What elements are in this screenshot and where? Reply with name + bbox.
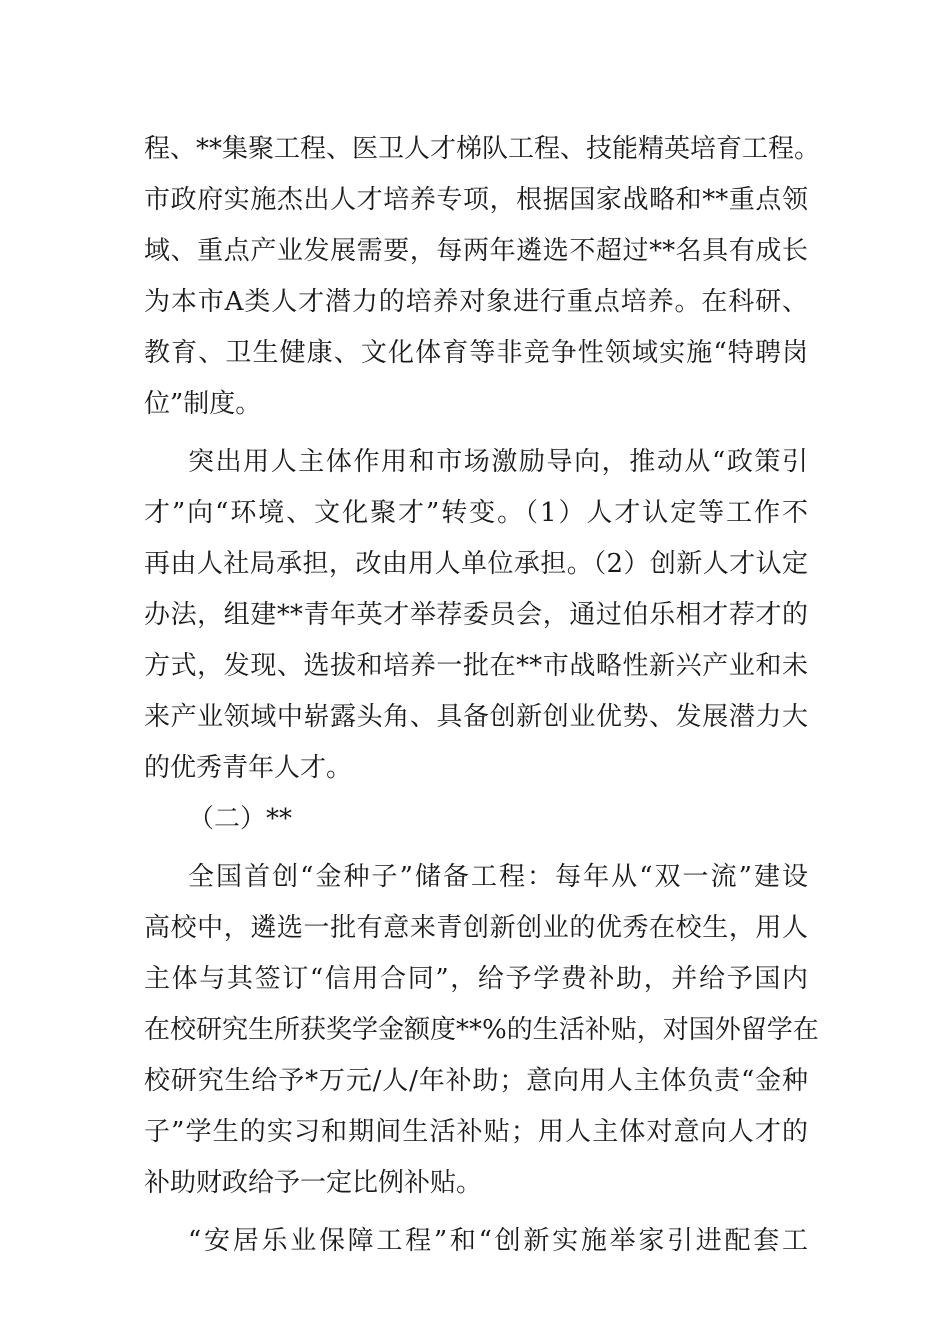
text-line: 市政府实施杰出人才培养专项，根据国家战略和**重点领 bbox=[144, 185, 808, 215]
text-line: 的优秀青年人才。 bbox=[144, 753, 353, 783]
text-line: 在校研究生所获奖学金额度**%的生活补贴，对国外留学在 bbox=[144, 1015, 819, 1045]
text-line: 高校中，遴选一批有意来青创新创业的优秀在校生，用人 bbox=[144, 913, 808, 943]
paragraph-housing-project bbox=[144, 1216, 808, 1267]
text-line: “安居乐业保障工程”和“创新实施举家引进配套工 bbox=[188, 1226, 808, 1256]
text-line: 再由人社局承担，改由用人单位承担。（2）创新人才认定 bbox=[144, 549, 808, 579]
paragraph-spacer bbox=[144, 845, 808, 852]
text-line: 子”学生的实习和期间生活补贴；用人主体对意向人才的 bbox=[144, 1117, 808, 1147]
section-heading: （二）** bbox=[188, 804, 293, 834]
text-line: 教育、卫生健康、文化体育等非竞争性领域实施“特聘岗 bbox=[144, 338, 808, 368]
paragraph-spacer bbox=[144, 1209, 808, 1216]
text-line: 方式，发现、选拔和培养一批在**市战略性新兴产业和未 bbox=[144, 651, 808, 681]
text-line: 校研究生给予*万元/人/年补助；意向用人主体负责“金种 bbox=[144, 1066, 808, 1096]
paragraph-talent-programs bbox=[144, 124, 821, 430]
text-line: 突出用人主体作用和市场激励导向，推动从“政策引 bbox=[188, 447, 808, 477]
paragraph-employer-role bbox=[144, 437, 808, 794]
paragraph-golden-seed bbox=[144, 852, 819, 1209]
text-line: 来产业领域中崭露头角、具备创新创业优势、发展潜力大 bbox=[144, 702, 808, 732]
text-line: 才”向“环境、文化聚才”转变。（1）人才认定等工作不 bbox=[144, 498, 808, 528]
text-line: 为本市A类人才潜力的培养对象进行重点培养。在科研、 bbox=[144, 287, 808, 317]
paragraph-spacer bbox=[144, 430, 808, 437]
text-line: 补助财政给予一定比例补贴。 bbox=[144, 1168, 483, 1198]
text-line: 程、**集聚工程、医卫人才梯队工程、技能精英培育工程。 bbox=[144, 134, 821, 164]
text-line: 位”制度。 bbox=[144, 389, 262, 419]
text-line: 主体与其签订“信用合同”，给予学费补助，并给予国内 bbox=[144, 964, 808, 994]
text-line: 全国首创“金种子”储备工程：每年从“双一流”建设 bbox=[188, 862, 808, 892]
text-line: 办法，组建**青年英才举荐委员会，通过伯乐相才荐才的 bbox=[144, 600, 808, 630]
document-body bbox=[144, 124, 821, 1267]
text-line: 域、重点产业发展需要，每两年遴选不超过**名具有成长 bbox=[144, 236, 808, 266]
